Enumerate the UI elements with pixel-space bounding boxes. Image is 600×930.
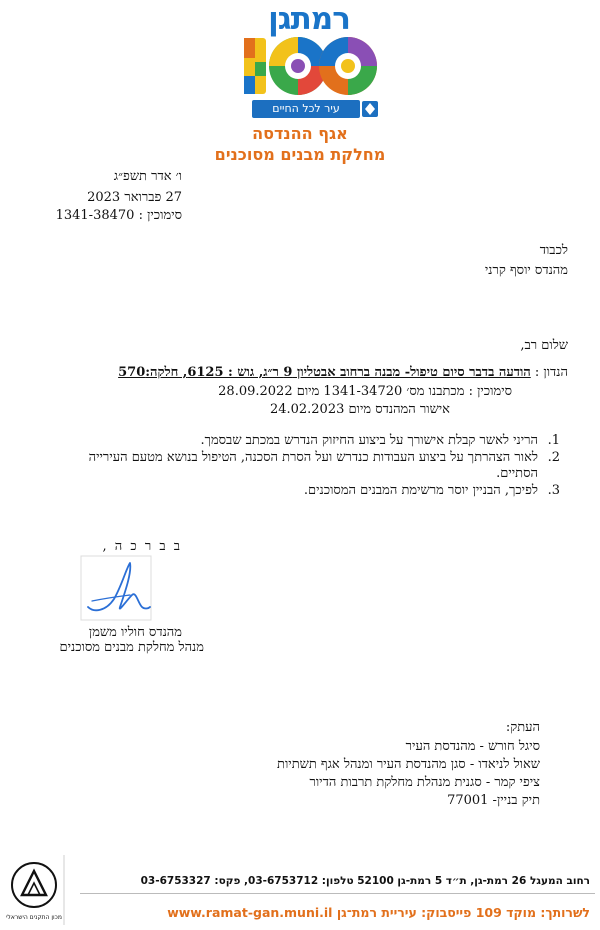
department-name: אגף ההנדסה [252, 124, 348, 143]
reference-number: סימוכין : 1341-38470 [55, 208, 182, 223]
list-item: 3. לפיכך, הבניין יוסר מרשימת המבנים המסוכנים. [303, 483, 560, 498]
salutation: לכבוד [539, 243, 568, 258]
subject-line [48, 364, 568, 382]
closing-blessing: ב ב ר כ ה , [102, 539, 182, 554]
footer-links [167, 905, 590, 920]
copy-recipient: שאול לניאדו - סגן מהנדסת העיר ומנהל אגף תשתיות [277, 757, 540, 772]
greeting: שלום רב, [520, 338, 568, 353]
standards-institute-badge [4, 855, 68, 925]
recipient-name: מהנדס יוסף קרני [484, 263, 568, 278]
footer-website-link[interactable]: www.ramat-gan.muni.il [167, 905, 333, 920]
subject-reference: סימוכין : מכתבנו מס׳ 1341-34720 מיום 28.09.2022 [218, 384, 512, 399]
letter-date: 27 פברואר 2023 [87, 190, 182, 205]
handwritten-signature [80, 555, 152, 621]
copies-list [120, 738, 540, 810]
hebrew-date: ו׳ אדר תשפ״ג [113, 169, 182, 184]
footer-address: רחוב המעגל 26 רמת-גן, ת״ד 5 רמת-גן 52100 טלפון: 03-6753712, פקס: 03-6753327 [140, 875, 590, 887]
subject-label: הנדון : [534, 365, 568, 380]
footer-service-info: לשרותך: מוקד 109 פייסבוק: עיריית רמת־גן [336, 905, 590, 920]
logo-slogan: עיר לכל החיים [252, 100, 360, 118]
subject-approval: אישור המהנדס מיום 24.02.2023 [269, 402, 450, 417]
copy-recipient: סיגל חורש - מהנדסת העיר [405, 739, 540, 754]
logo-title: רמתגן [268, 1, 350, 37]
municipality-logo [238, 2, 380, 120]
copy-recipient: ציפי קמר - סגנית מנהלת מחלקת תרבות הדיור [309, 775, 540, 790]
division-name: מחלקת מבנים מסוכנים [214, 145, 386, 164]
signer-name: מהנדס חוליו משמן [88, 625, 182, 640]
list-item: 1. הריני לאשר קבלת אישורך על ביצוע החיזוק הנדרש במכתב שבסמך. [200, 433, 560, 448]
signer-title: מנהל מחלקת מבנים מסוכנים [59, 640, 204, 655]
copies-label: העתק: [505, 720, 540, 735]
city-emblem-icon [361, 100, 379, 118]
list-item: 2. לאור הצהרתך על ביצוע העבודות כנדרש ועל הסרת הסכנה, הטיפול בנושא מטעם העירייה הסתיים. [88, 450, 560, 481]
copy-recipient: תיק בניין- 77001 [447, 793, 540, 808]
subject-text: הודעה בדבר סיום טיפול- מבנה ברחוב אבטליון 9 ר״ג, גוש : 6125, חלקה:570 [118, 365, 531, 380]
logo-100-graphic [238, 32, 380, 98]
badge-text: מכון התקנים הישראלי [6, 914, 62, 921]
items-list [50, 433, 560, 500]
footer-divider [80, 893, 595, 894]
